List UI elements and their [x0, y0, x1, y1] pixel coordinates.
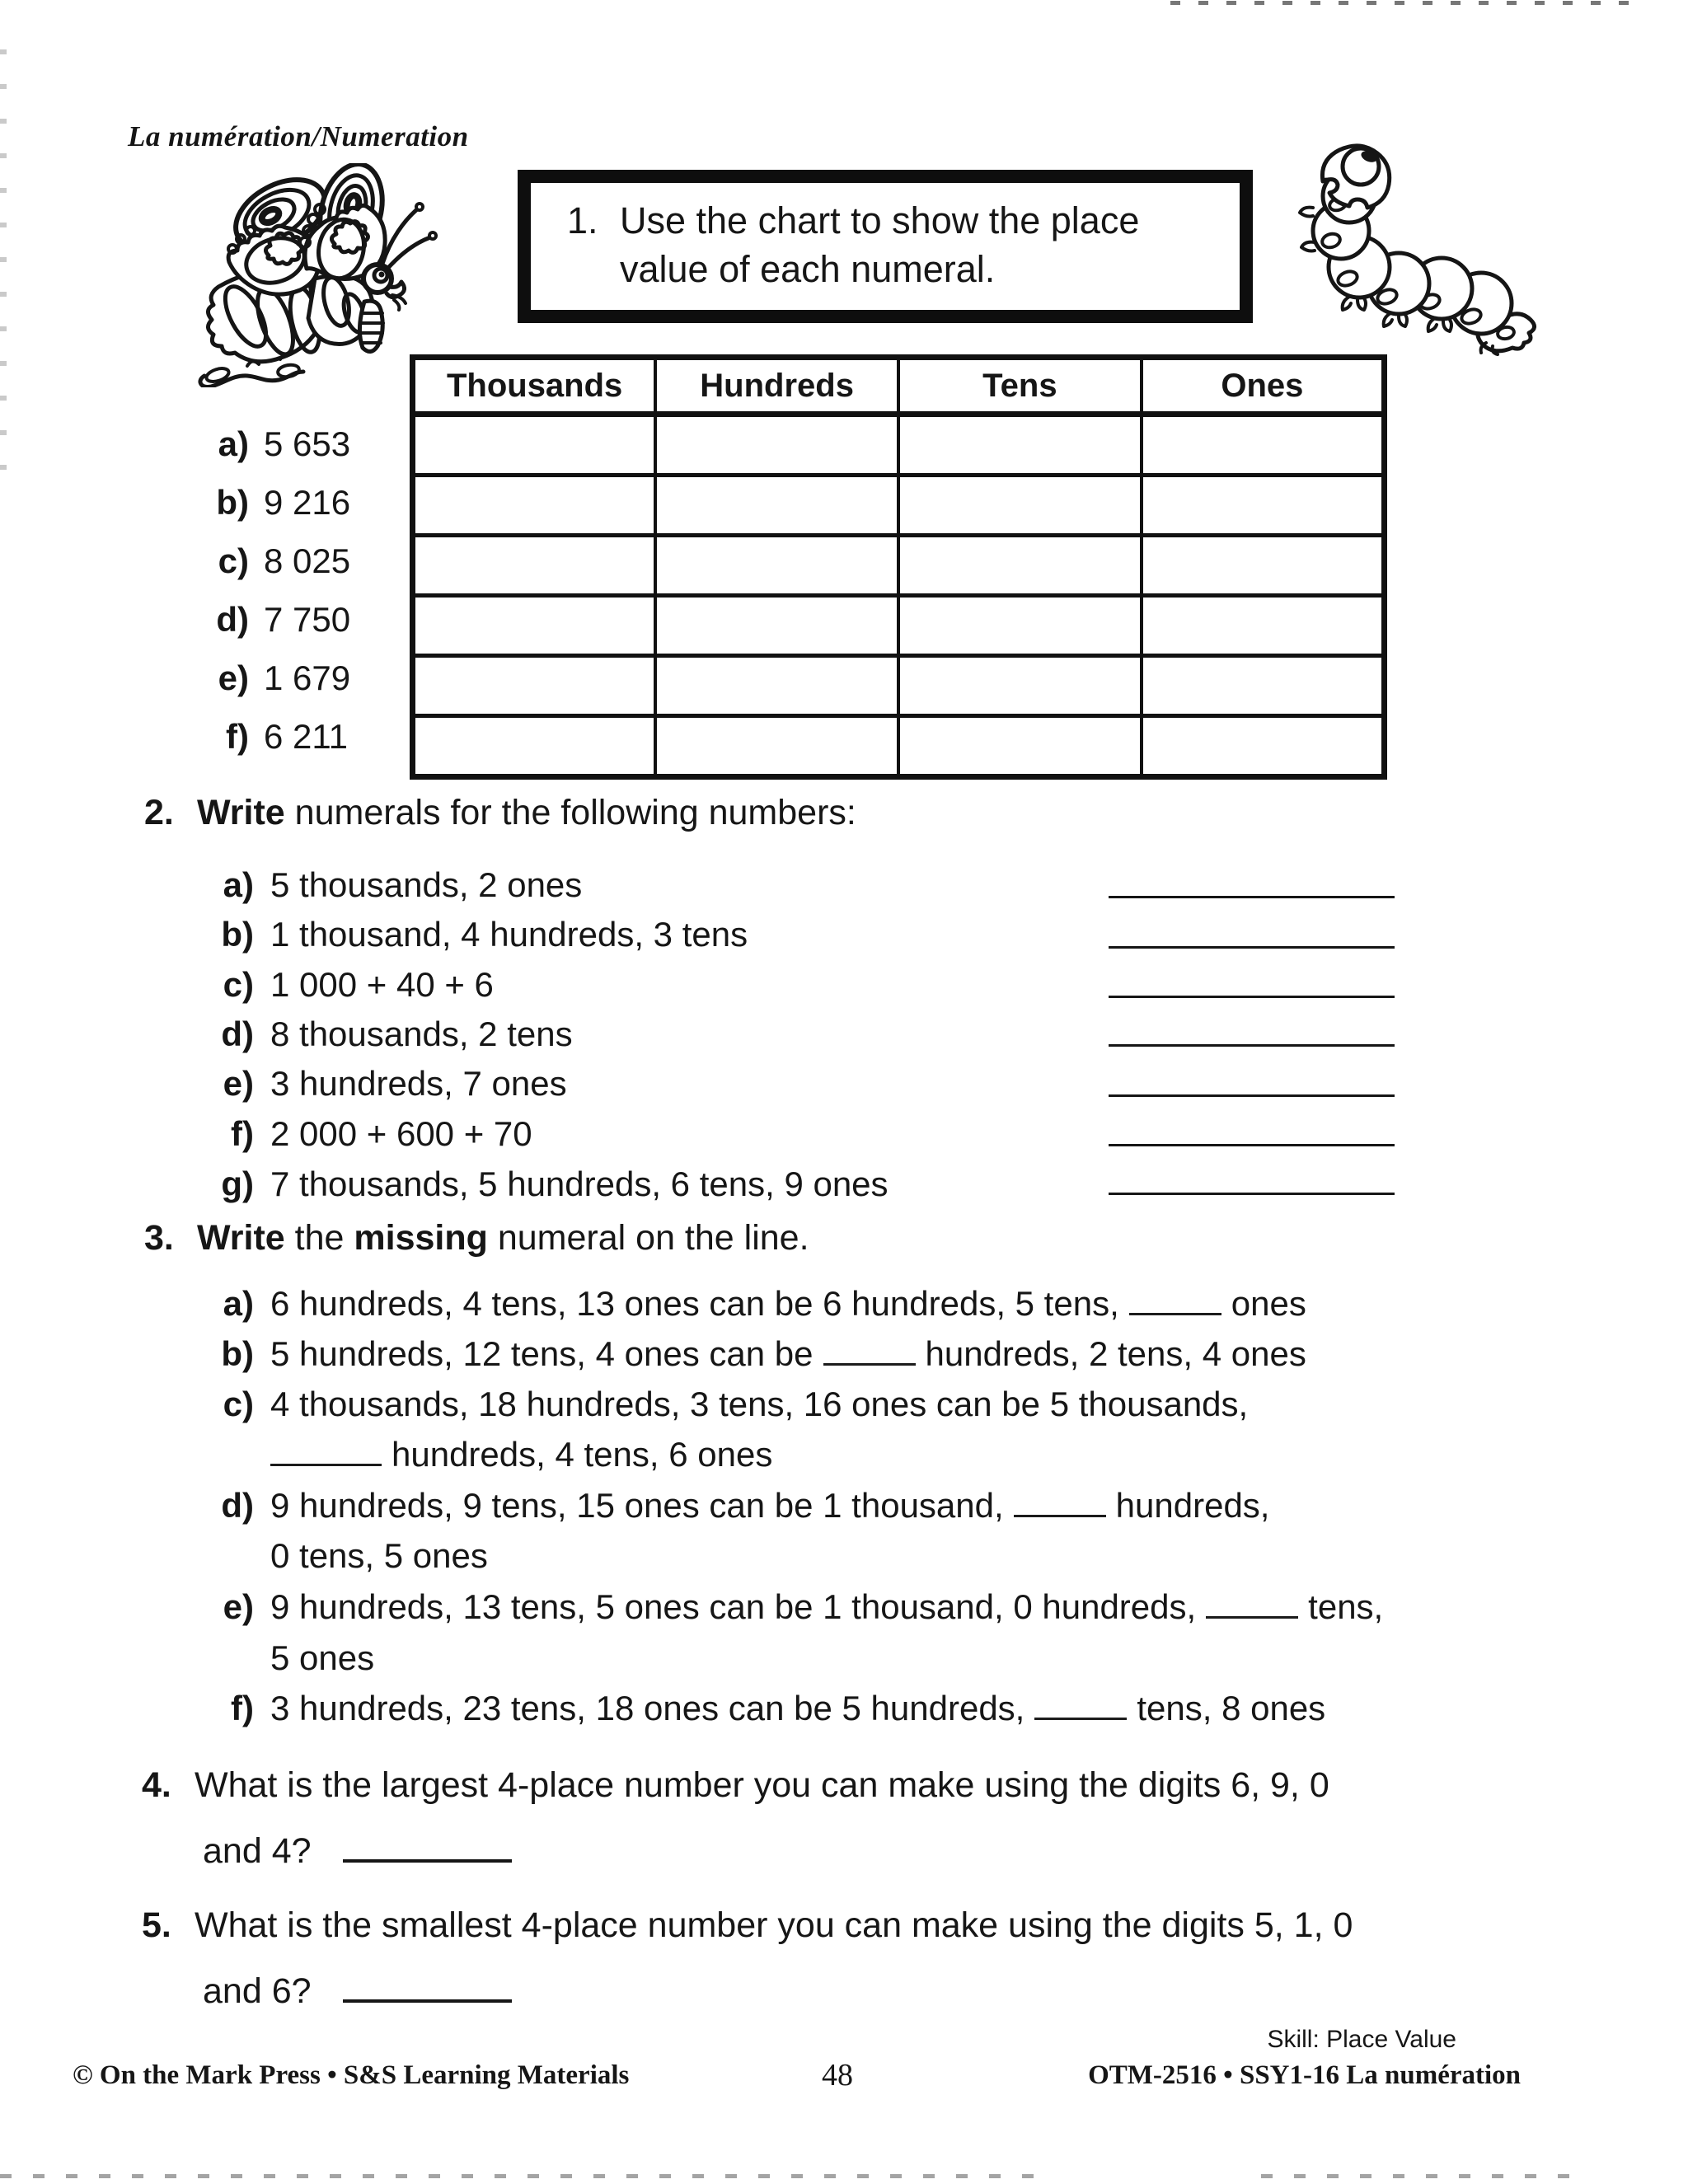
place-value-cell [1142, 656, 1385, 716]
answer-blank [1034, 1693, 1127, 1720]
scan-noise-left-edge [0, 49, 7, 478]
page-title: La numération/Numeration [128, 120, 469, 152]
place-value-cell [413, 415, 656, 476]
q3-item-continuation: 0 tens, 5 ones [270, 1536, 488, 1575]
answer-line [1109, 1044, 1395, 1047]
scan-noise-bottom-left [0, 2174, 1039, 2178]
caterpillar-illustration [1273, 142, 1554, 361]
place-value-cell [898, 536, 1142, 596]
q3-item-continuation: hundreds, 4 tens, 6 ones [270, 1435, 772, 1474]
place-value-cell [655, 415, 898, 476]
column-header-tens: Tens [898, 358, 1142, 415]
place-value-cell [898, 716, 1142, 777]
q1-number: 1. [567, 199, 598, 241]
place-value-cell [898, 415, 1142, 476]
q4-line2: and 4? [203, 1831, 512, 1872]
q2-number: 2. [144, 793, 174, 832]
place-value-table [410, 354, 1387, 780]
answer-blank [1014, 1490, 1106, 1517]
place-value-cell [413, 656, 656, 716]
place-value-cell [655, 656, 898, 716]
place-value-cell [655, 536, 898, 596]
column-header-thousands: Thousands [413, 358, 656, 415]
table-row [413, 716, 1385, 777]
table-row [413, 536, 1385, 596]
place-value-cell [1142, 536, 1385, 596]
q1-row-label: d) 7 750 [216, 600, 351, 639]
q5-heading: 5. What is the smallest 4-place number you can make using the digits 5, 1, 0 [142, 1905, 1353, 1945]
q3-item: c) 4 thousands, 18 hundreds, 3 tens, 16 ones can be 5 thousands, [223, 1385, 1249, 1423]
footer-product-code: OTM-2516 • SSY1-16 La numération [1088, 2060, 1521, 2090]
footer-skill: Skill: Place Value [1267, 2026, 1456, 2053]
q1-row-label: b) 9 216 [216, 483, 351, 522]
answer-blank [270, 1439, 382, 1466]
q2-item: d) 8 thousands, 2 tens [221, 1015, 573, 1053]
scan-noise-top [1170, 1, 1632, 5]
butterfly-icon [190, 163, 438, 387]
column-header-ones: Ones [1142, 358, 1385, 415]
answer-line [1109, 1193, 1395, 1195]
q5-number: 5. [142, 1905, 171, 1945]
q3-item: f) 3 hundreds, 23 tens, 18 ones can be 5 hundreds, tens, 8 ones [231, 1689, 1326, 1727]
q5-line2: and 6? [203, 1971, 512, 2012]
answer-line [1109, 896, 1395, 898]
q1-row-label: a) 5 653 [218, 424, 351, 463]
table-header-row [413, 358, 1385, 415]
answer-line [1109, 946, 1395, 949]
scan-noise-bottom-right [1261, 2174, 1591, 2178]
q2-item: f) 2 000 + 600 + 70 [231, 1114, 532, 1153]
place-value-cell [413, 596, 656, 656]
place-value-cell [1142, 415, 1385, 476]
q4-heading: 4. What is the largest 4-place number you can make using the digits 6, 9, 0 [142, 1765, 1329, 1805]
place-value-cell [1142, 596, 1385, 656]
q3-item-continuation: 5 ones [270, 1638, 375, 1677]
answer-line [1109, 996, 1395, 998]
footer-copyright: © On the Mark Press • S&S Learning Materials [73, 2060, 630, 2090]
butterfly-illustration [190, 163, 438, 387]
q3-item: d) 9 hundreds, 9 tens, 15 ones can be 1 thousand, hundreds, [221, 1486, 1270, 1525]
q2-item: a) 5 thousands, 2 ones [223, 865, 583, 904]
q3-item: e) 9 hundreds, 13 tens, 5 ones can be 1 thousand, 0 hundreds, tens, [223, 1587, 1384, 1626]
answer-blank [1206, 1591, 1298, 1619]
q2-heading: 2. Write numerals for the following numbers: [144, 793, 856, 832]
table-row [413, 596, 1385, 656]
q2-item: e) 3 hundreds, 7 ones [223, 1064, 567, 1103]
table-row [413, 656, 1385, 716]
q3-item: a) 6 hundreds, 4 tens, 13 ones can be 6 hundreds, 5 tens, ones [223, 1284, 1306, 1323]
q1-prompt-box [518, 170, 1253, 323]
column-header-hundreds: Hundreds [655, 358, 898, 415]
answer-blank [1129, 1288, 1221, 1315]
place-value-cell [898, 476, 1142, 536]
place-value-cell [898, 596, 1142, 656]
q1-row-label: f) 6 211 [226, 717, 348, 756]
place-value-cell [655, 596, 898, 656]
place-value-cell [1142, 476, 1385, 536]
q2-item: g) 7 thousands, 5 hundreds, 6 tens, 9 ones [221, 1165, 889, 1203]
q2-item: b) 1 thousand, 4 hundreds, 3 tens [221, 915, 748, 954]
place-value-cell [413, 536, 656, 596]
q1-row-label: c) 8 025 [218, 541, 351, 580]
place-value-cell [655, 476, 898, 536]
place-value-cell [413, 476, 656, 536]
answer-blank [343, 1973, 512, 2003]
answer-line [1109, 1094, 1395, 1097]
footer-page-number: 48 [822, 2058, 853, 2093]
place-value-cell [898, 656, 1142, 716]
q2-item: c) 1 000 + 40 + 6 [223, 965, 494, 1004]
place-value-cell [1142, 716, 1385, 777]
place-value-cell [413, 716, 656, 777]
q3-item: b) 5 hundreds, 12 tens, 4 ones can be hundreds, 2 tens, 4 ones [221, 1334, 1306, 1373]
q3-heading: 3. Write the missing numeral on the line. [144, 1218, 809, 1258]
place-value-cell [655, 716, 898, 777]
table-row [413, 476, 1385, 536]
q4-number: 4. [142, 1765, 171, 1805]
answer-line [1109, 1144, 1395, 1146]
caterpillar-icon [1273, 142, 1554, 361]
q1-prompt: Use the chart to show the place value of each numeral. [620, 199, 1140, 290]
q1-row-label: e) 1 679 [218, 658, 351, 697]
answer-blank [343, 1833, 512, 1863]
answer-blank [823, 1338, 916, 1366]
q3-number: 3. [144, 1218, 174, 1258]
table-row [413, 415, 1385, 476]
